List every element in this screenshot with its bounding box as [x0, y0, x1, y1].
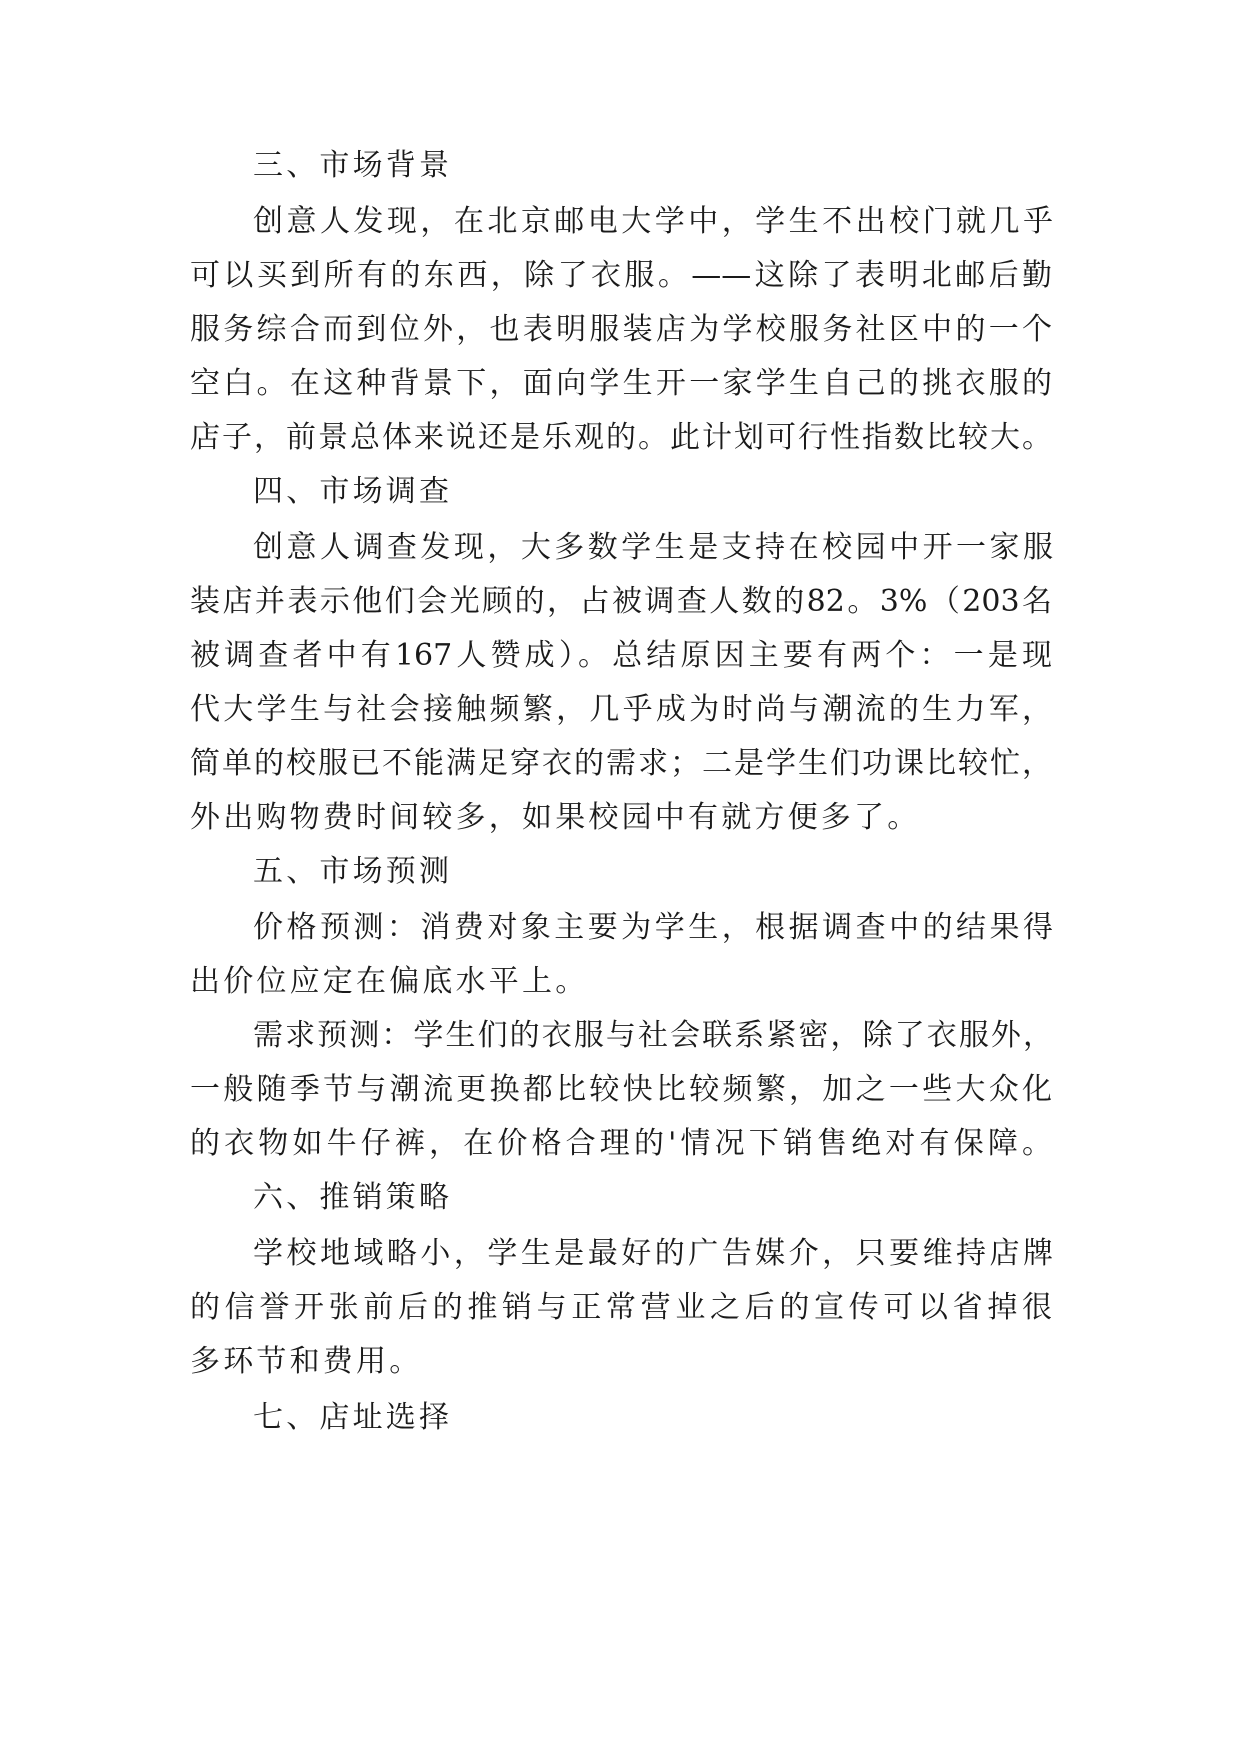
paragraph-line: 服务综合而到位外，也表明服装店为学校服务社区中的一个 [190, 312, 1052, 347]
paragraph-line: 可以买到所有的东西，除了衣服。——这除了表明北邮后勤 [190, 258, 1052, 293]
paragraph-line: 一般随季节与潮流更换都比较快比较频繁，加之一些大众化 [190, 1072, 1052, 1107]
paragraph-line: 创意人调查发现，大多数学生是支持在校园中开一家服 [253, 530, 1053, 565]
paragraph-line: 被调查者中有167人赞成）。总结原因主要有两个：一是现 [190, 638, 1052, 673]
paragraph-line: 价格预测：消费对象主要为学生，根据调查中的结果得 [253, 910, 1053, 945]
paragraph-line: 出价位应定在偏底水平上。 [190, 964, 589, 999]
paragraph-line: 店子，前景总体来说还是乐观的。此计划可行性指数比较大。 [190, 420, 1052, 455]
paragraph-line: 学校地域略小，学生是最好的广告媒介，只要维持店牌 [253, 1236, 1053, 1271]
paragraph-line: 空白。在这种背景下，面向学生开一家学生自己的挑衣服的 [190, 366, 1052, 401]
paragraph-line: 外出购物费时间较多，如果校园中有就方便多了。 [190, 800, 921, 835]
paragraph-line: 创意人发现，在北京邮电大学中，学生不出校门就几乎 [253, 204, 1053, 239]
section-heading: 七、店址选择 [253, 1400, 453, 1435]
section-heading: 四、市场调查 [253, 474, 453, 509]
section-heading: 六、推销策略 [253, 1180, 453, 1215]
section-heading: 五、市场预测 [253, 854, 453, 889]
paragraph-line: 的信誉开张前后的推销与正常营业之后的宣传可以省掉很 [190, 1290, 1052, 1325]
paragraph-line: 代大学生与社会接触频繁，几乎成为时尚与潮流的生力军， [190, 692, 1052, 727]
section-heading: 三、市场背景 [253, 148, 453, 183]
paragraph-line: 的衣物如牛仔裤，在价格合理的'情况下销售绝对有保障。 [190, 1126, 1052, 1161]
paragraph-line: 装店并表示他们会光顾的，占被调查人数的82。3%（203名 [190, 584, 1052, 619]
paragraph-line: 需求预测：学生们的衣服与社会联系紧密，除了衣服外， [253, 1018, 1053, 1053]
paragraph-line: 多环节和费用。 [190, 1344, 423, 1379]
paragraph-line: 简单的校服已不能满足穿衣的需求；二是学生们功课比较忙， [190, 746, 1052, 781]
